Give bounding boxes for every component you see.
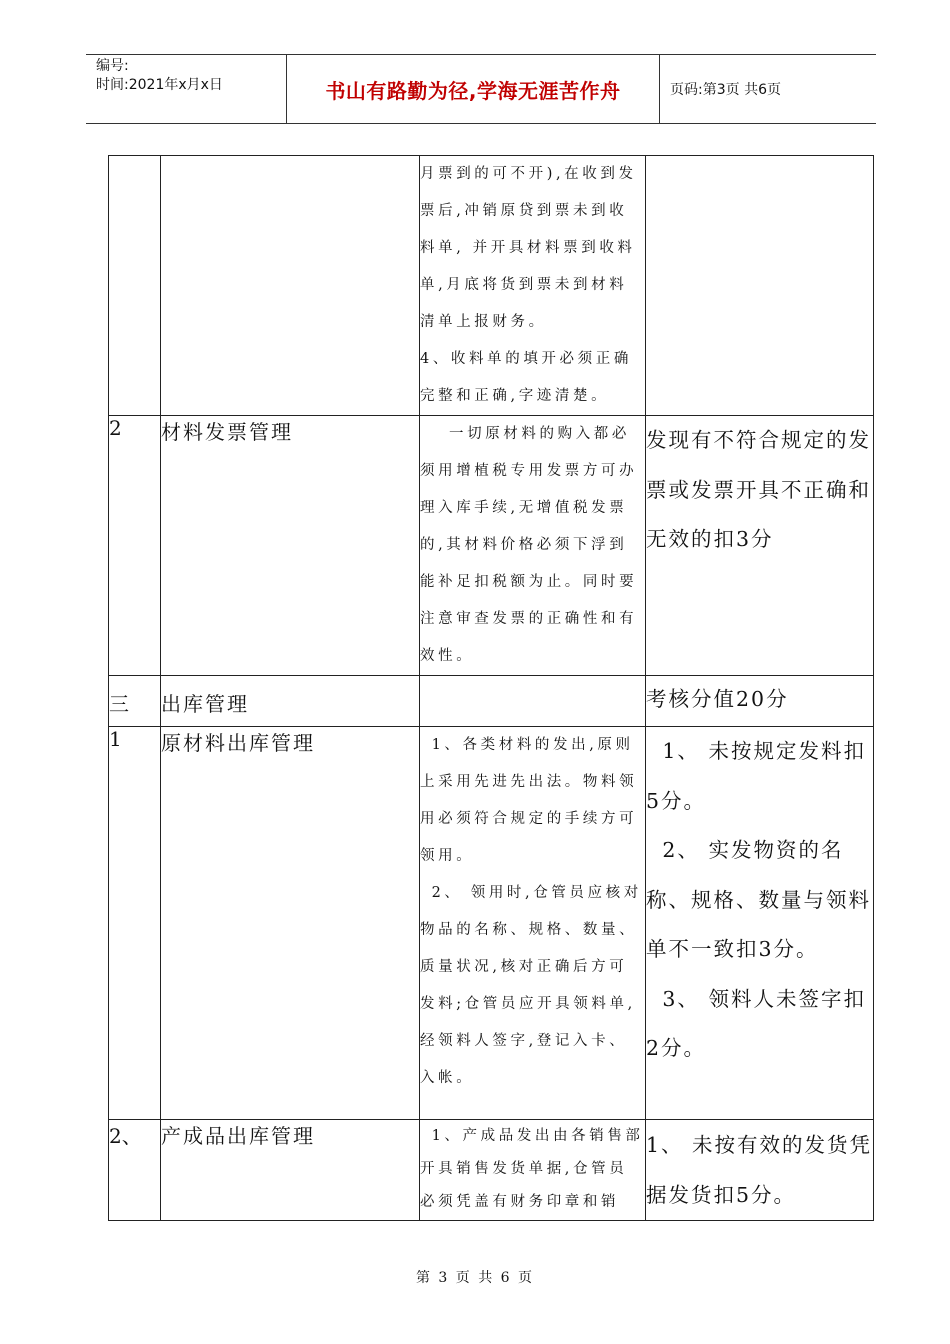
score-paragraph: 1、 未按规定发料扣5分。 bbox=[646, 739, 866, 813]
item-name: 原材料出库管理 bbox=[161, 727, 420, 1120]
score-paragraph: 发现有不符合规定的发票或发票开具不正确和无效的扣3分 bbox=[646, 428, 871, 551]
item-requirements bbox=[420, 727, 646, 1120]
row-number: 1 bbox=[109, 727, 161, 1120]
item-name: 材料发票管理 bbox=[161, 416, 420, 676]
requirement-paragraph: 4、收料单的填开必须正确完整和正确,字迹清楚。 bbox=[420, 351, 632, 404]
table-row bbox=[109, 676, 874, 727]
table-row bbox=[109, 1120, 874, 1221]
assessment-table bbox=[108, 155, 874, 1221]
requirement-paragraph: 1、各类材料的发出,原则上采用先进先出法。物料领用必须符合规定的手续方可领用。 bbox=[420, 737, 638, 864]
table-row bbox=[109, 416, 874, 676]
requirement-paragraph: 月票到的可不开),在收到发票后,冲销原贷到票未到收料单, 并开具材料票到收料单,月底将货到票未到材料清单上报财务。 bbox=[420, 166, 637, 330]
header-motto: 书山有路勤为径,学海无涯苦作舟 bbox=[286, 55, 660, 123]
table-row bbox=[109, 156, 874, 416]
doc-number-label: 编号: bbox=[96, 58, 129, 74]
row-number: 2、 bbox=[109, 1120, 161, 1221]
score-paragraph: 3、 领料人未签字扣2分。 bbox=[646, 986, 866, 1060]
header-meta bbox=[86, 55, 286, 123]
item-requirements bbox=[420, 416, 646, 676]
score-paragraph: 1、 未按有效的发货凭据发货扣5分。 bbox=[646, 1133, 873, 1207]
section-score-value: 考核分值20分 bbox=[646, 676, 874, 727]
requirement-paragraph: 一切原材料的购入都必须用增植税专用发票方可办理入库手续,无增值税发票的,其材料价格必须下浮到能补足扣税额为止。同时要注意审查发票的正确性和有效性。 bbox=[420, 426, 638, 664]
item-name: 产成品出库管理 bbox=[161, 1120, 420, 1221]
section-name: 出库管理 bbox=[161, 676, 420, 727]
date-label: 时间:2021年x月x日 bbox=[96, 77, 223, 93]
item-score-rule bbox=[646, 1120, 874, 1221]
row-number bbox=[109, 156, 161, 416]
item-requirements bbox=[420, 676, 646, 727]
requirement-paragraph: 2、 领用时,仓管员应核对物品的名称、规格、数量、质量状况,核对正确后方可发料;仓管员应开具领料单,经领料人签字,登记入卡、入帐。 bbox=[420, 885, 642, 1086]
score-paragraph: 2、 实发物资的名称、规格、数量与领料单不一致扣3分。 bbox=[646, 838, 871, 961]
item-score-rule bbox=[646, 416, 874, 676]
item-name bbox=[161, 156, 420, 416]
item-requirements bbox=[420, 156, 646, 416]
header-page-info: 页码:第3页 共6页 bbox=[670, 82, 781, 98]
page-header bbox=[86, 54, 876, 124]
item-score-rule bbox=[646, 727, 874, 1120]
item-requirements bbox=[420, 1120, 646, 1221]
item-score-rule bbox=[646, 156, 874, 416]
row-number: 2 bbox=[109, 416, 161, 676]
table-row bbox=[109, 727, 874, 1120]
page-footer: 第 3 页 共 6 页 bbox=[415, 1270, 535, 1286]
section-number: 三 bbox=[109, 676, 161, 727]
requirement-paragraph: 1、产成品发出由各销售部开具销售发货单据,仓管员必须凭盖有财务印章和销 bbox=[420, 1128, 644, 1210]
